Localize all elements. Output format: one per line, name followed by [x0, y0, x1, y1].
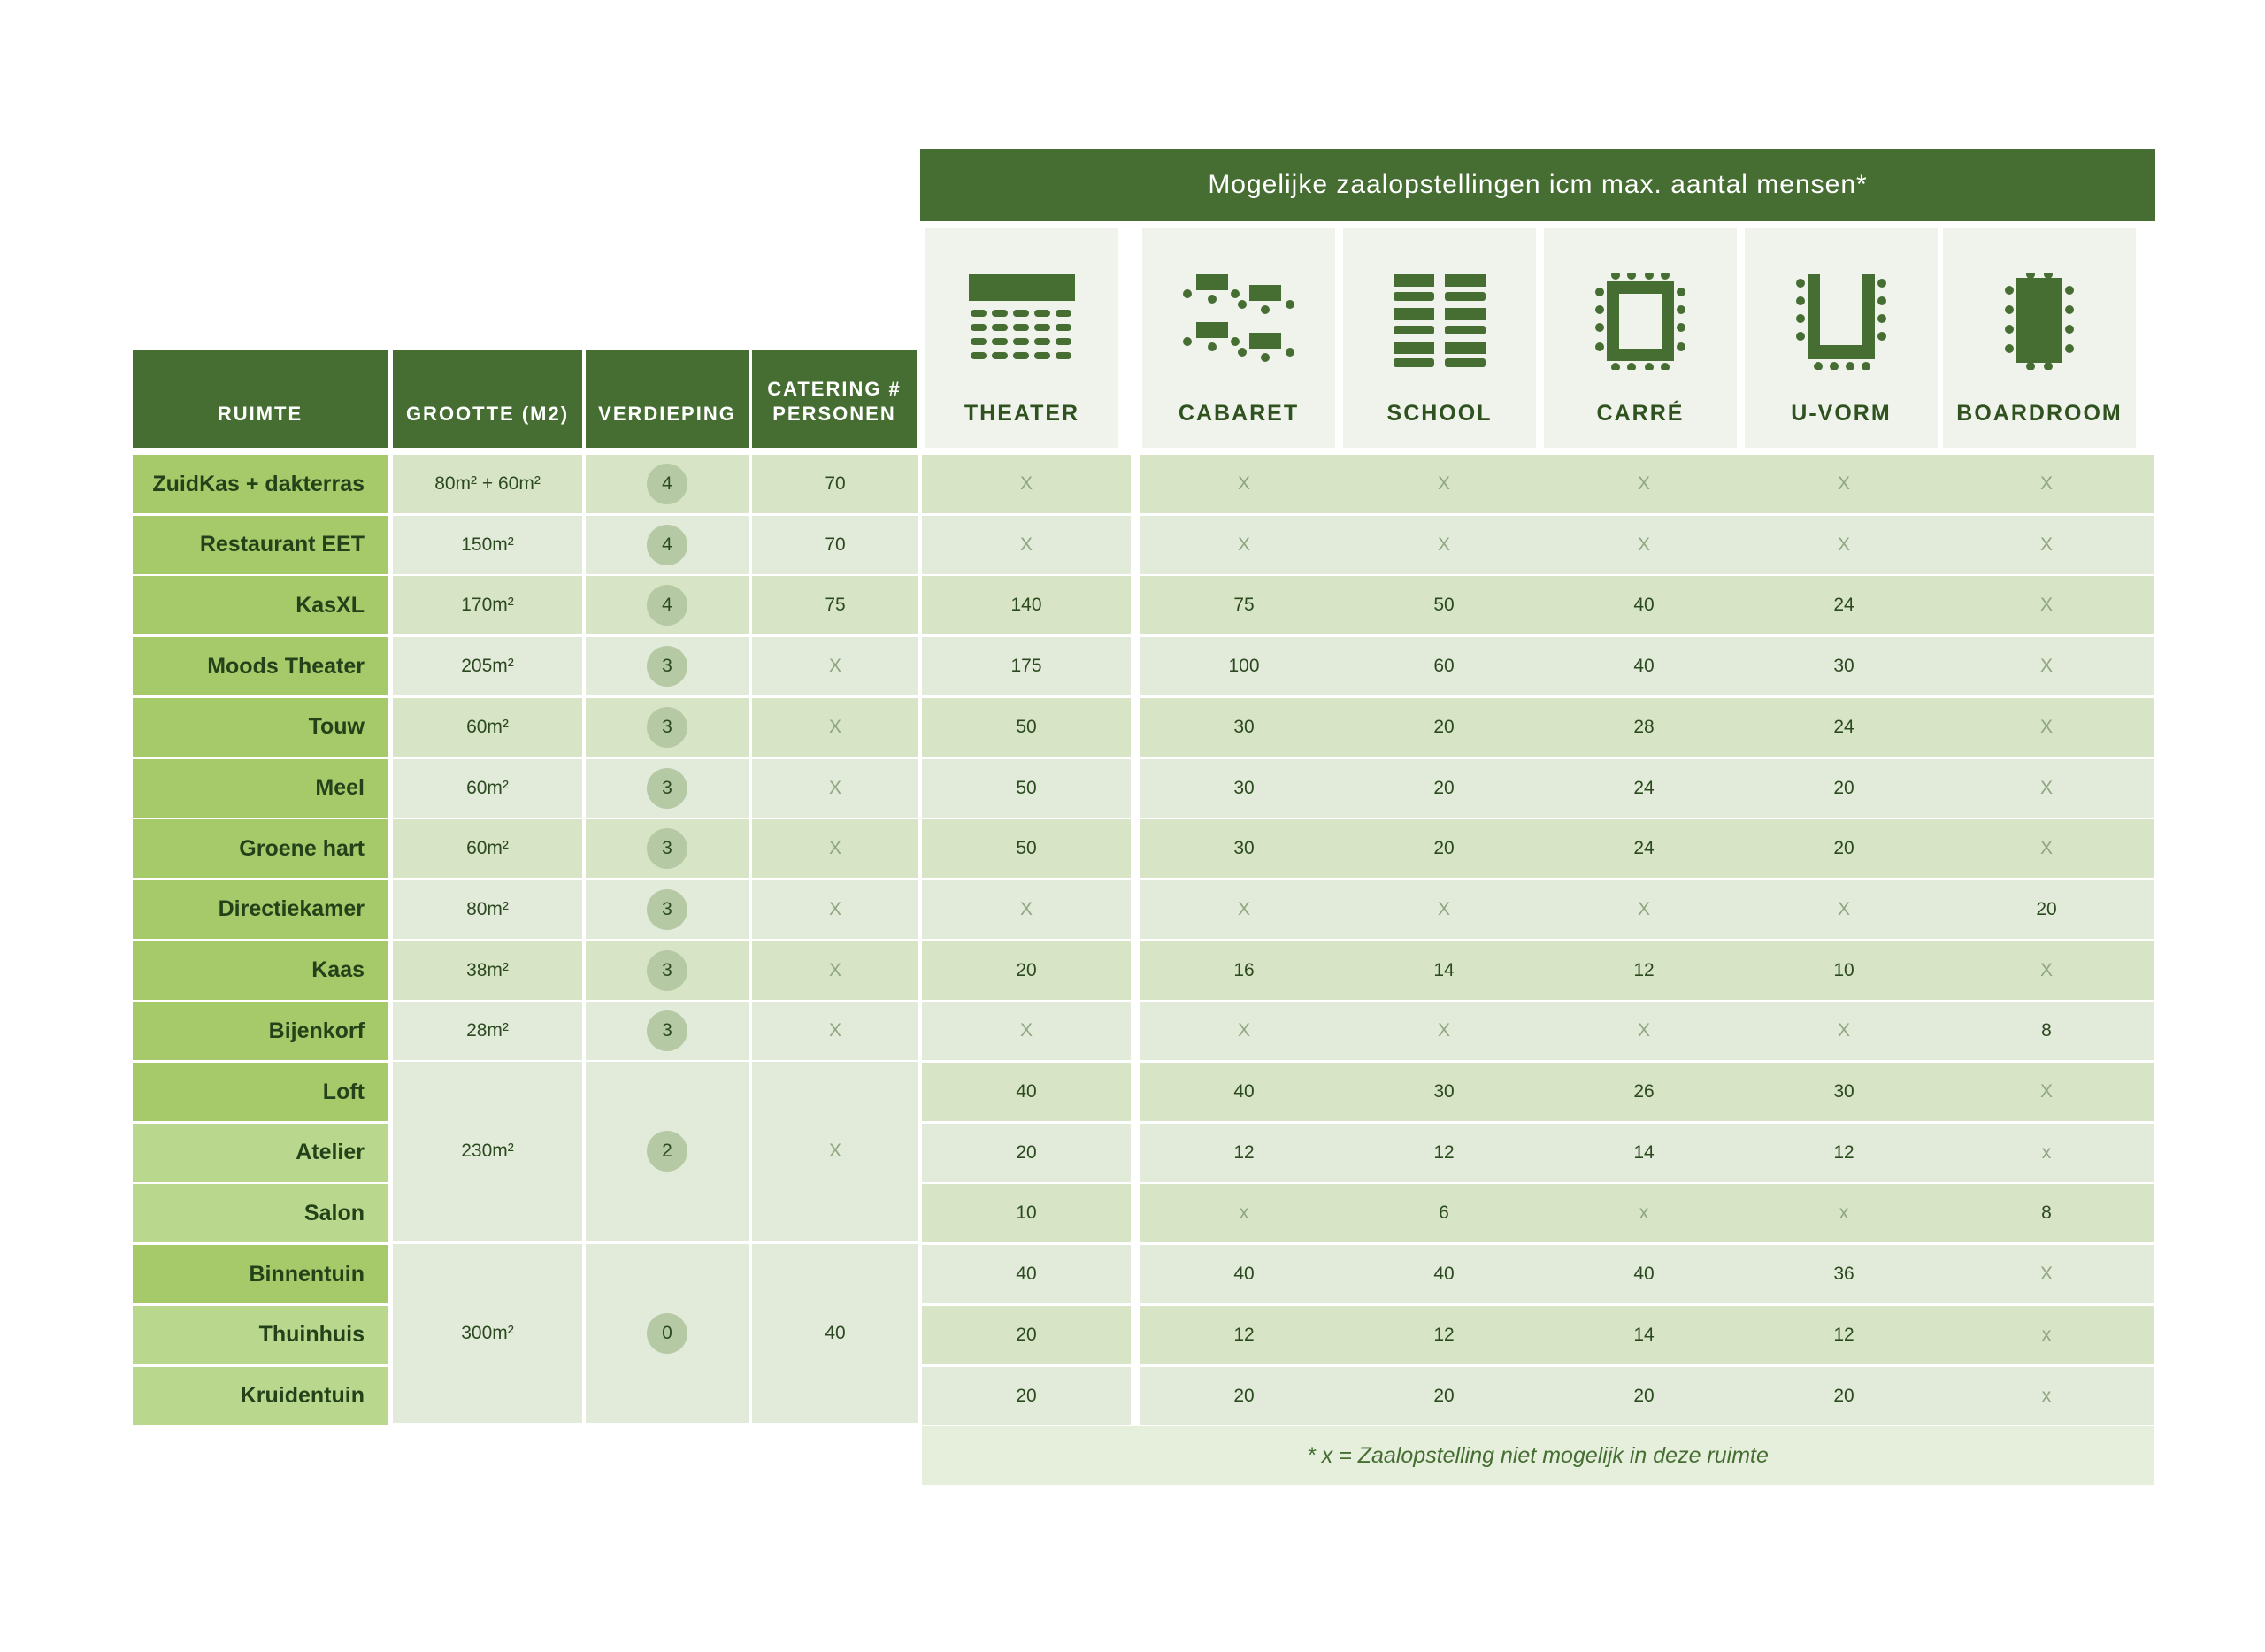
header-u-vorm	[1745, 228, 1938, 448]
setups-banner: Mogelijke zaalopstellingen icm max. aantal mensen*	[920, 149, 2155, 221]
setup-capacity: X	[1939, 819, 2154, 878]
room-size: 205m²	[393, 637, 582, 695]
floor-badge: 3	[647, 889, 687, 930]
setup-label: BOARDROOM	[1956, 401, 2123, 426]
boardroom-layout-icon	[1977, 273, 2101, 370]
setup-capacity: X	[922, 455, 1131, 513]
room-name: Atelier	[133, 1124, 388, 1182]
room-name: Thuinhuis	[133, 1306, 388, 1364]
setup-capacity: 30	[1340, 1063, 1548, 1121]
room-name: Meel	[133, 759, 388, 818]
setup-capacity: 20	[1739, 1367, 1948, 1425]
setup-capacity: 100	[1140, 637, 1348, 695]
room-floor	[586, 819, 749, 878]
table-row	[133, 698, 2154, 757]
room-name: Binnentuin	[133, 1245, 388, 1303]
setup-capacity: X	[1939, 941, 2154, 1000]
floor-badge: 2	[647, 1131, 687, 1172]
setup-capacity: 20	[1340, 819, 1548, 878]
setup-capacity: X	[1739, 880, 1948, 939]
setup-capacity: 20	[1539, 1367, 1748, 1425]
setup-capacity: X	[1739, 455, 1948, 513]
setup-capacity: X	[1939, 516, 2154, 574]
setup-capacity: 175	[922, 637, 1131, 695]
school-layout-icon	[1378, 273, 1501, 370]
setup-capacity: X	[1939, 1245, 2154, 1303]
setup-capacity: 60	[1340, 637, 1548, 695]
room-catering: X	[752, 759, 918, 818]
setup-capacity: X	[1939, 455, 2154, 513]
room-size: 170m²	[393, 576, 582, 634]
header-boardroom	[1943, 228, 2136, 448]
setup-capacity: X	[1340, 516, 1548, 574]
room-name: Moods Theater	[133, 637, 388, 695]
setup-capacity: 40	[1539, 637, 1748, 695]
room-size: 28m²	[393, 1002, 582, 1060]
room-size: 150m²	[393, 516, 582, 574]
room-size: 80m² + 60m²	[393, 455, 582, 513]
group-catering-cell	[752, 1244, 918, 1423]
setup-capacity: x	[1939, 1124, 2154, 1182]
setup-capacity: X	[1739, 1002, 1948, 1060]
setup-capacity: X	[1140, 880, 1348, 939]
room-floor	[586, 759, 749, 818]
room-name: Touw	[133, 698, 388, 757]
setup-capacity: 50	[922, 759, 1131, 818]
room-size: 60m²	[393, 698, 582, 757]
table-row	[133, 819, 2154, 878]
setup-capacity: 24	[1539, 819, 1748, 878]
setup-capacity: 12	[1739, 1124, 1948, 1182]
setup-capacity: 40	[1140, 1063, 1348, 1121]
setup-capacity: 12	[1340, 1124, 1548, 1182]
setup-capacity: 12	[1340, 1306, 1548, 1364]
room-floor	[586, 1002, 749, 1060]
setup-capacity: 50	[922, 819, 1131, 878]
setup-capacity: 30	[1739, 1063, 1948, 1121]
setup-capacity: 20	[1340, 698, 1548, 757]
table-row	[133, 516, 2154, 574]
group-floor-cell	[586, 1062, 749, 1241]
setup-capacity: 14	[1539, 1124, 1748, 1182]
setup-capacity: 40	[1539, 576, 1748, 634]
room-floor	[586, 637, 749, 695]
group-size-cell	[393, 1244, 582, 1423]
room-size: 38m²	[393, 941, 582, 1000]
room-floor	[586, 941, 749, 1000]
header-grootte: GROOTTE (M2)	[393, 350, 582, 448]
setup-label: CABARET	[1178, 401, 1300, 426]
setup-capacity: 12	[1140, 1306, 1348, 1364]
setup-capacity: X	[1539, 880, 1748, 939]
table-row	[133, 880, 2154, 939]
room-size: 60m²	[393, 759, 582, 818]
floor-badge: 3	[647, 950, 687, 991]
room-catering: X	[752, 880, 918, 939]
setup-capacity: X	[1939, 576, 2154, 634]
room-catering: 75	[752, 576, 918, 634]
room-catering: X	[752, 698, 918, 757]
setup-capacity: X	[1340, 1002, 1548, 1060]
header-school	[1343, 228, 1536, 448]
floor-badge: 3	[647, 707, 687, 748]
setup-capacity: X	[922, 880, 1131, 939]
setup-capacity: 30	[1140, 698, 1348, 757]
setup-capacity: 40	[922, 1245, 1131, 1303]
setup-capacity: X	[1939, 759, 2154, 818]
footnote: * x = Zaalopstelling niet mogelijk in deze ruimte	[922, 1426, 2154, 1485]
header-ruimte: RUIMTE	[133, 350, 388, 448]
setup-label: CARRÉ	[1596, 401, 1685, 426]
carre-layout-icon	[1578, 273, 1702, 370]
setup-capacity: x	[1739, 1184, 1948, 1242]
setup-capacity: 30	[1140, 819, 1348, 878]
floor-badge: 3	[647, 1010, 687, 1051]
setup-capacity: X	[1340, 880, 1548, 939]
setup-capacity: 8	[1939, 1184, 2154, 1242]
floor-badge: 4	[647, 464, 687, 504]
setup-capacity: 40	[922, 1063, 1131, 1121]
room-name: Kaas	[133, 941, 388, 1000]
room-name: Groene hart	[133, 819, 388, 878]
room-floor	[586, 576, 749, 634]
setup-capacity: 40	[1539, 1245, 1748, 1303]
room-catering: 70	[752, 455, 918, 513]
setup-capacity: 26	[1539, 1063, 1748, 1121]
floor-badge: 3	[647, 646, 687, 687]
setup-capacity: X	[1340, 455, 1548, 513]
header-carre	[1544, 228, 1737, 448]
setup-capacity: 20	[922, 1306, 1131, 1364]
setup-label: SCHOOL	[1386, 401, 1493, 426]
setup-capacity: 10	[1739, 941, 1948, 1000]
size-value: 300m²	[461, 1323, 514, 1343]
setup-capacity: 20	[1340, 1367, 1548, 1425]
setup-capacity: 50	[1340, 576, 1548, 634]
setup-capacity: 50	[922, 698, 1131, 757]
setup-capacity: 20	[922, 1124, 1131, 1182]
floor-badge: 3	[647, 768, 687, 809]
setup-capacity: 30	[1140, 759, 1348, 818]
setup-capacity: 40	[1340, 1245, 1548, 1303]
room-catering: X	[752, 1002, 918, 1060]
setup-capacity: 40	[1140, 1245, 1348, 1303]
setup-capacity: X	[1939, 1063, 2154, 1121]
setup-capacity: x	[1140, 1184, 1348, 1242]
floor-badge: 3	[647, 828, 687, 869]
room-name: KasXL	[133, 576, 388, 634]
room-name: ZuidKas + dakterras	[133, 455, 388, 513]
setup-capacity: X	[922, 1002, 1131, 1060]
group-size-cell	[393, 1062, 582, 1241]
setup-capacity: 24	[1739, 698, 1948, 757]
setup-capacity: X	[1539, 1002, 1748, 1060]
setup-capacity: x	[1539, 1184, 1748, 1242]
setup-capacity: 20	[1939, 880, 2154, 939]
setup-capacity: X	[1939, 698, 2154, 757]
header-catering: CATERING # PERSONEN	[752, 350, 917, 448]
setup-capacity: 14	[1539, 1306, 1748, 1364]
setup-capacity: 20	[1739, 819, 1948, 878]
room-catering: X	[752, 819, 918, 878]
setup-capacity: 20	[922, 941, 1131, 1000]
table-row	[133, 576, 2154, 634]
catering-value: X	[828, 1141, 841, 1161]
header-verdieping: VERDIEPING	[586, 350, 749, 448]
setup-capacity: 24	[1739, 576, 1948, 634]
setup-capacity: 14	[1340, 941, 1548, 1000]
setup-capacity: 12	[1140, 1124, 1348, 1182]
setup-capacity: 36	[1739, 1245, 1948, 1303]
setup-capacity: 20	[1340, 759, 1548, 818]
setup-label: THEATER	[964, 401, 1080, 426]
setup-capacity: 75	[1140, 576, 1348, 634]
table-row	[133, 455, 2154, 513]
room-floor	[586, 698, 749, 757]
header-cabaret	[1142, 228, 1335, 448]
floor-badge: 0	[647, 1313, 687, 1354]
room-size: 60m²	[393, 819, 582, 878]
floor-badge: 4	[647, 525, 687, 565]
setup-capacity: 140	[922, 576, 1131, 634]
setup-capacity: 20	[922, 1367, 1131, 1425]
room-name: Salon	[133, 1184, 388, 1242]
room-floor	[586, 455, 749, 513]
setup-capacity: 24	[1539, 759, 1748, 818]
setup-capacity: 16	[1140, 941, 1348, 1000]
group-floor-cell	[586, 1244, 749, 1423]
setup-capacity: X	[1140, 1002, 1348, 1060]
setup-capacity: 6	[1340, 1184, 1548, 1242]
theater-layout-icon	[960, 273, 1084, 370]
setup-capacity: 12	[1739, 1306, 1948, 1364]
room-floor	[586, 880, 749, 939]
table-row	[133, 759, 2154, 818]
setup-capacity: X	[1939, 637, 2154, 695]
setup-label: U-VORM	[1791, 401, 1892, 426]
setup-capacity: 10	[922, 1184, 1131, 1242]
room-catering: X	[752, 941, 918, 1000]
cabaret-layout-icon	[1177, 273, 1301, 370]
room-name: Directiekamer	[133, 880, 388, 939]
setup-capacity: x	[1939, 1367, 2154, 1425]
table-row	[133, 1002, 2154, 1060]
room-catering: X	[752, 637, 918, 695]
room-size: 80m²	[393, 880, 582, 939]
size-value: 230m²	[461, 1141, 514, 1161]
setup-capacity: X	[1539, 516, 1748, 574]
table-row	[133, 637, 2154, 695]
header-theater	[925, 228, 1118, 448]
setup-capacity: 30	[1739, 637, 1948, 695]
group-catering-cell	[752, 1062, 918, 1241]
room-floor	[586, 516, 749, 574]
setup-capacity: X	[1140, 516, 1348, 574]
floor-badge: 4	[647, 585, 687, 626]
setup-capacity: x	[1939, 1306, 2154, 1364]
room-catering: 70	[752, 516, 918, 574]
setup-capacity: 8	[1939, 1002, 2154, 1060]
setup-capacity: X	[922, 516, 1131, 574]
u-vorm-layout-icon	[1779, 273, 1903, 370]
table-row	[133, 941, 2154, 1000]
room-name: Restaurant EET	[133, 516, 388, 574]
setup-capacity: 12	[1539, 941, 1748, 1000]
room-name: Kruidentuin	[133, 1367, 388, 1425]
room-name: Loft	[133, 1063, 388, 1121]
room-name: Bijenkorf	[133, 1002, 388, 1060]
setup-capacity: X	[1739, 516, 1948, 574]
setup-capacity: 20	[1739, 759, 1948, 818]
catering-value: 40	[825, 1323, 846, 1343]
setup-capacity: X	[1140, 455, 1348, 513]
setup-capacity: 28	[1539, 698, 1748, 757]
setup-capacity: X	[1539, 455, 1748, 513]
setup-capacity: 20	[1140, 1367, 1348, 1425]
